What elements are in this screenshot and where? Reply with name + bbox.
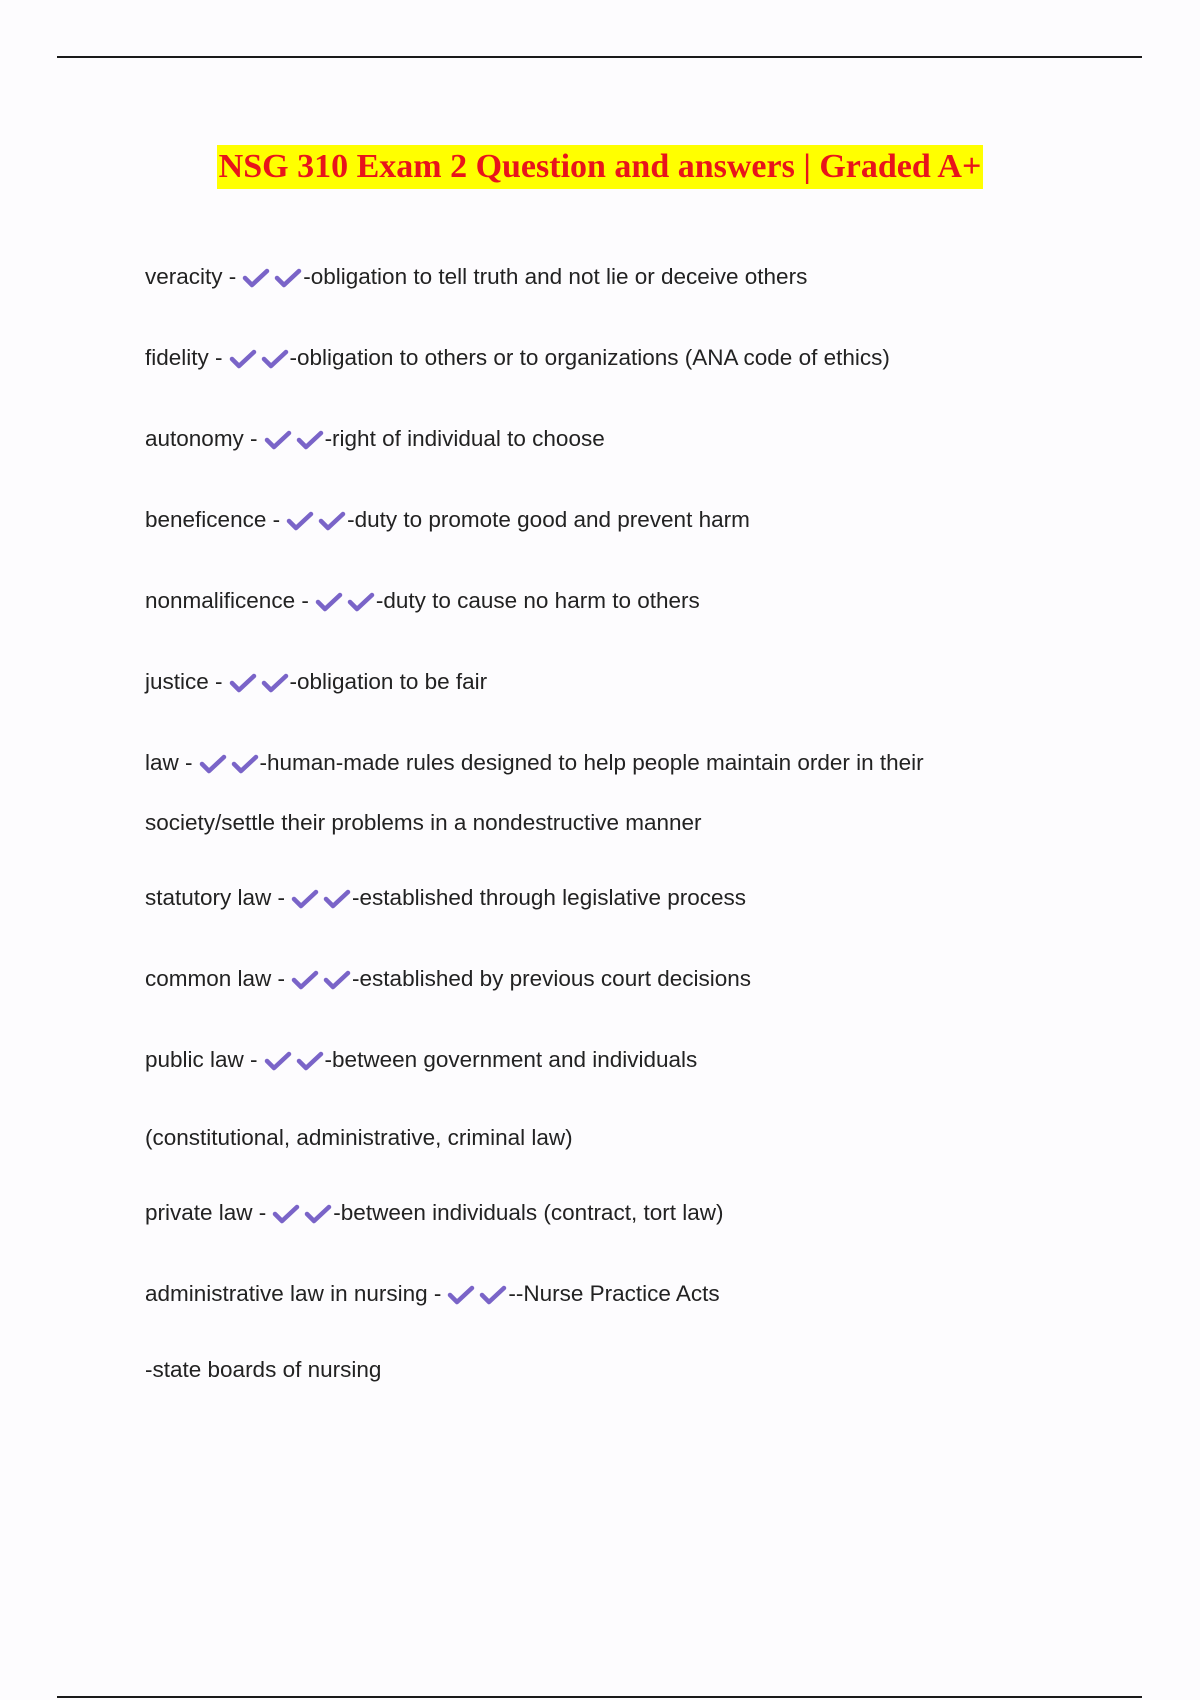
checkmark-icon	[232, 676, 254, 690]
double-checkmark-icon	[291, 968, 351, 992]
entry-term: fidelity -	[145, 345, 223, 370]
checkmark-icon	[277, 271, 299, 285]
entry-term: nonmalificence -	[145, 588, 309, 613]
checkmark-icon	[232, 352, 254, 366]
entry-definition: -established by previous court decisions	[352, 966, 752, 991]
double-checkmark-icon	[447, 1283, 507, 1307]
checkmark-icon	[307, 1207, 329, 1221]
entry-definition: --Nurse Practice Acts	[508, 1281, 720, 1306]
entry-definition: -duty to promote good and prevent harm	[347, 507, 750, 532]
entry-statutory-law	[145, 884, 746, 912]
double-checkmark-icon	[199, 752, 259, 776]
entry-term: law -	[145, 750, 193, 775]
checkmark-icon	[234, 757, 256, 771]
double-checkmark-icon	[229, 671, 289, 695]
page-title: NSG 310 Exam 2 Question and answers | Graded A+	[217, 145, 984, 189]
entry-definition: -obligation to tell truth and not lie or deceive others	[303, 264, 808, 289]
checkmark-icon	[321, 514, 343, 528]
double-checkmark-icon	[242, 266, 302, 290]
checkmark-icon	[275, 1207, 297, 1221]
entry-definition: -human-made rules designed to help people maintain order in their	[259, 750, 924, 775]
double-checkmark-icon	[264, 1049, 324, 1073]
entry-public-law-continuation: (constitutional, administrative, criminal law)	[145, 1125, 573, 1150]
entry-term: autonomy -	[145, 426, 258, 451]
double-checkmark-icon	[264, 428, 324, 452]
entry-definition: -obligation to be fair	[289, 669, 488, 694]
checkmark-icon	[299, 433, 321, 447]
checkmark-icon	[326, 973, 348, 987]
entry-administrative-law-continuation: -state boards of nursing	[145, 1357, 382, 1382]
checkmark-icon	[264, 352, 286, 366]
checkmark-icon	[318, 595, 340, 609]
entry-term: statutory law -	[145, 885, 286, 910]
entry-law	[145, 749, 924, 777]
entry-term: justice -	[145, 669, 223, 694]
double-checkmark-icon	[286, 509, 346, 533]
entry-beneficence	[145, 506, 750, 534]
entry-definition: -established through legislative process	[352, 885, 747, 910]
double-checkmark-icon	[315, 590, 375, 614]
entry-term: private law -	[145, 1200, 267, 1225]
entry-term: veracity -	[145, 264, 237, 289]
entry-definition: -obligation to others or to organizations (ANA code of ethics)	[289, 345, 890, 370]
entry-definition: -duty to cause no harm to others	[375, 588, 700, 613]
checkmark-icon	[202, 757, 224, 771]
checkmark-icon	[267, 1054, 289, 1068]
entry-term: public law -	[145, 1047, 258, 1072]
title-container	[0, 145, 1200, 189]
entry-fidelity	[145, 344, 890, 372]
double-checkmark-icon	[291, 887, 351, 911]
checkmark-icon	[350, 595, 372, 609]
entry-autonomy	[145, 425, 605, 453]
double-checkmark-icon	[272, 1202, 332, 1226]
entry-definition: -between individuals (contract, tort law)	[333, 1200, 724, 1225]
checkmark-icon	[245, 271, 267, 285]
entry-term: administrative law in nursing -	[145, 1281, 442, 1306]
double-checkmark-icon	[229, 347, 289, 371]
checkmark-icon	[299, 1054, 321, 1068]
checkmark-icon	[450, 1288, 472, 1302]
entry-public-law	[145, 1046, 697, 1074]
bottom-rule	[57, 1696, 1142, 1698]
top-rule	[57, 56, 1142, 58]
checkmark-icon	[294, 973, 316, 987]
entry-definition: -between government and individuals	[324, 1047, 698, 1072]
checkmark-icon	[326, 892, 348, 906]
entry-definition: -right of individual to choose	[324, 426, 605, 451]
entry-justice	[145, 668, 487, 696]
checkmark-icon	[267, 433, 289, 447]
checkmark-icon	[294, 892, 316, 906]
entry-term: beneficence -	[145, 507, 281, 532]
checkmark-icon	[482, 1288, 504, 1302]
entry-term: common law -	[145, 966, 286, 991]
checkmark-icon	[264, 676, 286, 690]
entry-law-continuation: society/settle their problems in a nondestructive manner	[145, 810, 702, 835]
entry-private-law	[145, 1199, 723, 1227]
entry-common-law	[145, 965, 751, 993]
checkmark-icon	[289, 514, 311, 528]
entry-administrative-law	[145, 1280, 720, 1308]
entry-nonmalificence	[145, 587, 700, 615]
entry-veracity	[145, 263, 807, 291]
